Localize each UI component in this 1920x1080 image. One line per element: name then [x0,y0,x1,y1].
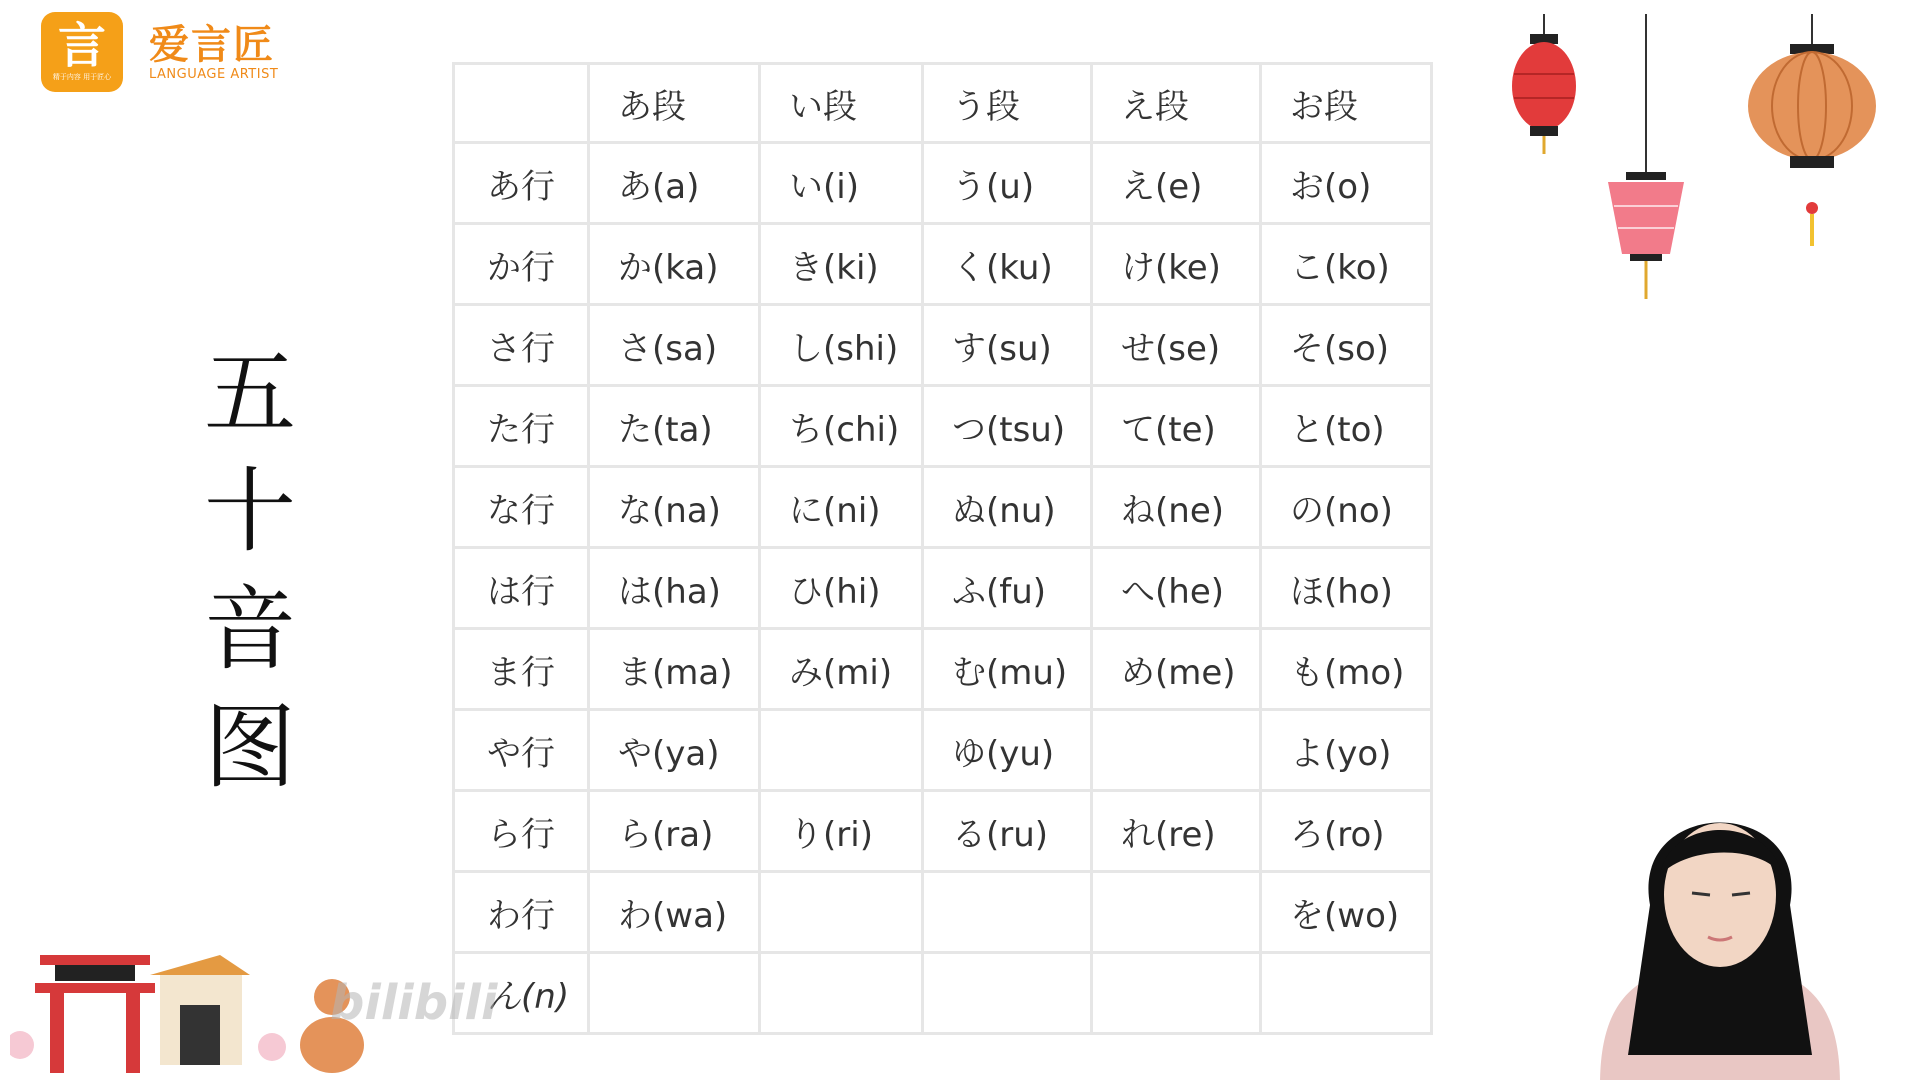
row-header: は行 [454,548,589,629]
kana-cell: ふ(fu) [923,548,1092,629]
title-char: 五 [203,340,296,447]
kana-cell: ゆ(yu) [923,710,1092,791]
row-header: あ行 [454,143,589,224]
gojuon-table [452,62,1433,1035]
kana-cell [1092,710,1261,791]
table-row [454,467,1432,548]
kana-cell: し(shi) [760,305,923,386]
kana-cell: こ(ko) [1261,224,1432,305]
row-header: た行 [454,386,589,467]
kana-cell: を(wo) [1261,872,1432,953]
title-char: 音 [203,576,296,683]
logo-mark-icon [41,12,123,92]
kana-cell: ひ(hi) [760,548,923,629]
kana-cell: て(te) [1092,386,1261,467]
brand-name-en: LANGUAGE ARTIST [149,66,279,82]
kana-cell [760,710,923,791]
kana-cell: さ(sa) [589,305,760,386]
table-corner-cell [454,64,589,143]
table-row [454,872,1432,953]
row-header: ん(n) [454,953,589,1034]
table-row [454,143,1432,224]
row-header: さ行 [454,305,589,386]
kana-cell: ま(ma) [589,629,760,710]
kana-cell [760,872,923,953]
row-header: か行 [454,224,589,305]
kana-cell: つ(tsu) [923,386,1092,467]
kana-cell: と(to) [1261,386,1432,467]
page-title [195,335,305,807]
kana-cell: き(ki) [760,224,923,305]
kana-cell [760,953,923,1034]
row-header: や行 [454,710,589,791]
watermark: bilibili [330,975,498,1031]
kana-cell: み(mi) [760,629,923,710]
table-row [454,791,1432,872]
title-char: 十 [203,458,296,565]
kana-cell: め(me) [1092,629,1261,710]
kana-cell: く(ku) [923,224,1092,305]
table-row [454,386,1432,467]
presenter-video [1520,755,1920,1080]
kana-cell: お(o) [1261,143,1432,224]
table-row [454,224,1432,305]
pagoda-icon [35,955,155,1073]
kana-cell: せ(se) [1092,305,1261,386]
table-row [454,548,1432,629]
kana-cell: ち(chi) [760,386,923,467]
table-row [454,305,1432,386]
lanterns-decoration [1500,14,1900,314]
red-lantern-icon [1512,14,1576,154]
kana-cell [589,953,760,1034]
house-icon [150,955,250,1065]
kana-cell: ろ(ro) [1261,791,1432,872]
row-header: ま行 [454,629,589,710]
column-header: い段 [760,64,923,143]
kana-cell: り(ri) [760,791,923,872]
row-header: な行 [454,467,589,548]
row-header: わ行 [454,872,589,953]
table-row [454,710,1432,791]
column-header: あ段 [589,64,760,143]
pink-lantern-icon [1608,14,1684,299]
kana-cell: わ(wa) [589,872,760,953]
kana-cell: は(ha) [589,548,760,629]
kana-cell: え(e) [1092,143,1261,224]
kana-cell: む(mu) [923,629,1092,710]
column-header: え段 [1092,64,1261,143]
row-header: ら行 [454,791,589,872]
kana-cell [1092,953,1261,1034]
kana-cell: す(su) [923,305,1092,386]
kana-cell: に(ni) [760,467,923,548]
kana-cell: な(na) [589,467,760,548]
table-row [454,953,1432,1034]
kana-cell: る(ru) [923,791,1092,872]
logo-text [149,23,278,82]
kana-cell: か(ka) [589,224,760,305]
kana-cell: の(no) [1261,467,1432,548]
kana-cell: た(ta) [589,386,760,467]
kana-cell [923,872,1092,953]
table-row [454,629,1432,710]
kana-cell: れ(re) [1092,791,1261,872]
brand-logo [41,12,278,92]
kana-cell: あ(a) [589,143,760,224]
kana-cell: ら(ra) [589,791,760,872]
kana-cell: や(ya) [589,710,760,791]
logo-tagline: 精于内容 用于匠心 [52,73,112,81]
kana-cell: よ(yo) [1261,710,1432,791]
kana-cell: ぬ(nu) [923,467,1092,548]
kana-cell: ほ(ho) [1261,548,1432,629]
kana-cell: ね(ne) [1092,467,1261,548]
kana-cell: へ(he) [1092,548,1261,629]
orange-lantern-icon [1748,14,1876,246]
kana-cell [1261,953,1432,1034]
kana-cell: け(ke) [1092,224,1261,305]
brand-name-cn: 爱言匠 [149,21,275,68]
kana-cell: そ(so) [1261,305,1432,386]
kana-cell: い(i) [760,143,923,224]
logo-glyph: 言 [57,18,106,74]
kana-cell: う(u) [923,143,1092,224]
kana-cell [1092,872,1261,953]
column-header: お段 [1261,64,1432,143]
kana-cell: も(mo) [1261,629,1432,710]
title-char: 图 [203,694,296,801]
column-header: う段 [923,64,1092,143]
kana-cell [923,953,1092,1034]
table-header-row [454,64,1432,143]
